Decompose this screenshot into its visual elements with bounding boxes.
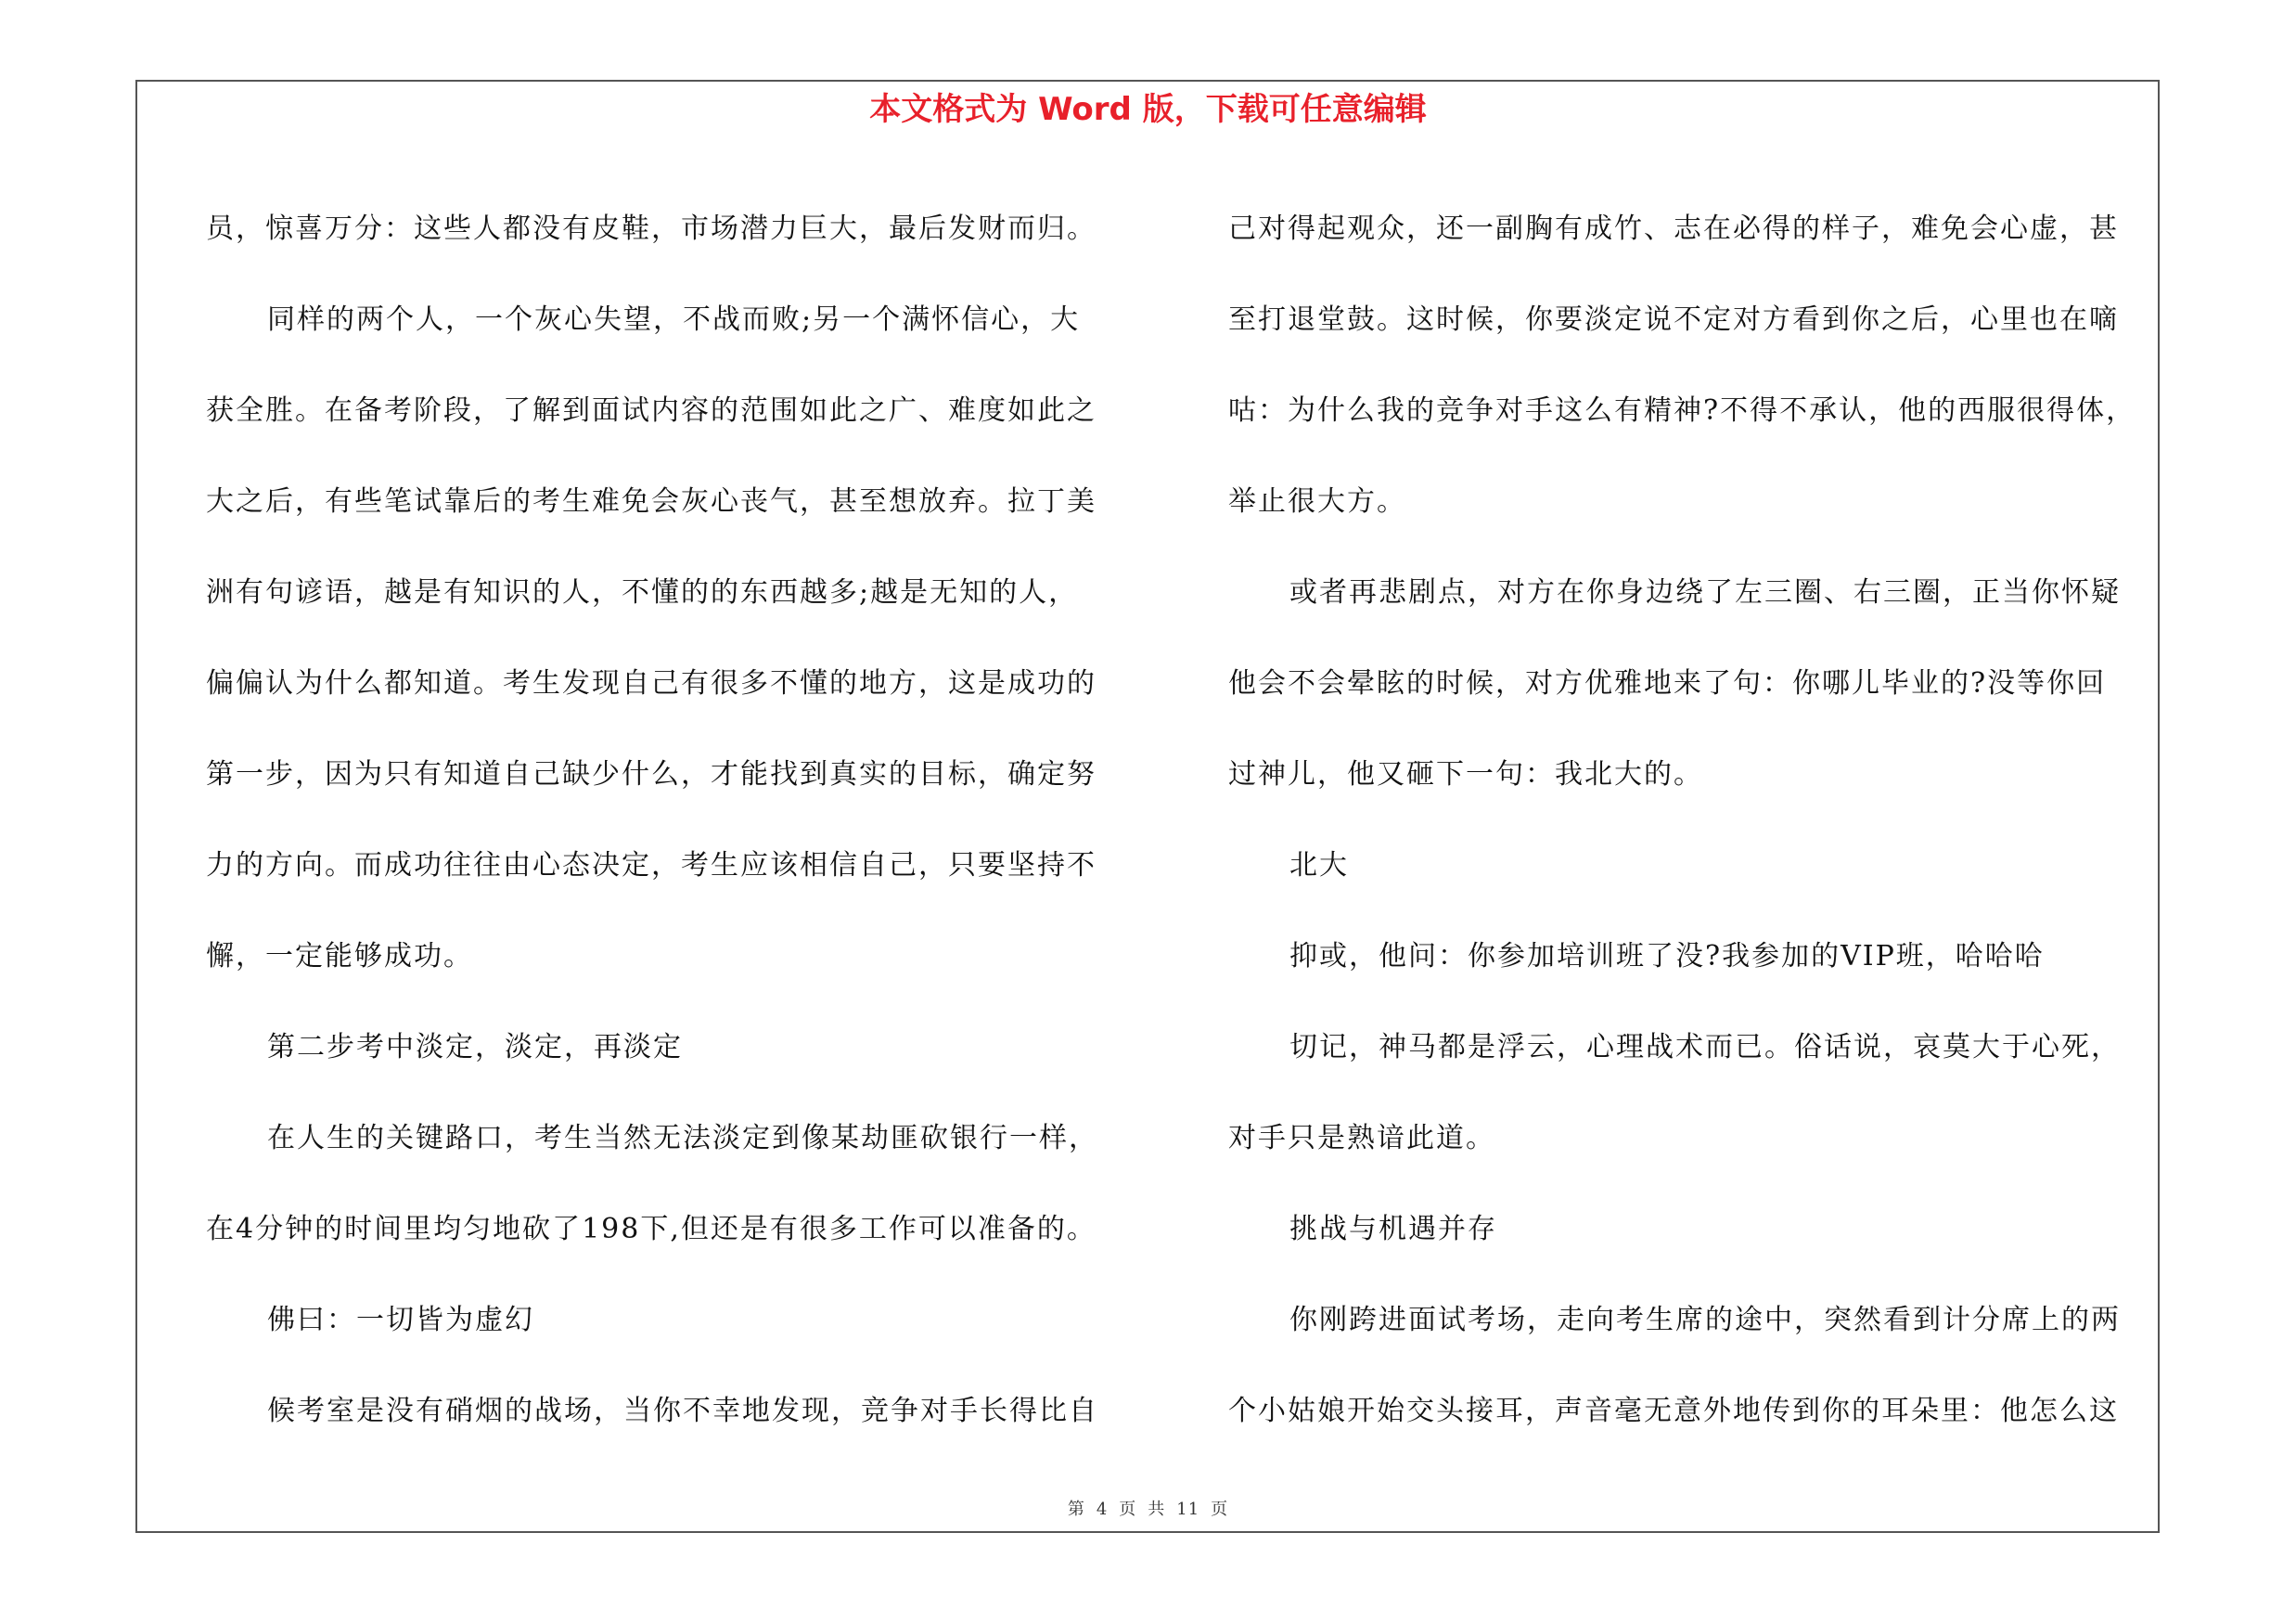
paragraph-line: 己对得起观众，还一副胸有成竹、志在必得的样子，难免会心虚，甚 [1228,213,2119,245]
section-heading: 北大 [1289,849,1349,882]
section-heading: 挑战与机遇并存 [1289,1213,1497,1245]
paragraph-line: 或者再悲剧点，对方在你身边绕了左三圈、右三圈，正当你怀疑 [1289,576,2121,609]
left-text-column [206,184,1143,1457]
paragraph-line: 他会不会晕眩的时候，对方优雅地来了句：你哪儿毕业的?没等你回 [1228,667,2107,700]
footer-prefix: 第 [1067,1500,1085,1519]
paragraph-line: 大之后，有些笔试靠后的考生难免会灰心丧气，甚至想放弃。拉丁美 [206,485,1097,518]
paragraph-line: 懈，一定能够成功。 [206,940,473,973]
footer-current-page: 4 [1096,1500,1109,1519]
paragraph-line: 候考室是没有硝烟的战场，当你不幸地发现，竞争对手长得比自 [267,1395,1098,1427]
footer-total-pages: 11 [1176,1500,1200,1519]
paragraph-line: 在人生的关键路口，考生当然无法淡定到像某劫匪砍银行一样， [267,1122,1098,1154]
paragraph-line: 获全胜。在备考阶段，了解到面试内容的范围如此之广、难度如此之 [206,394,1097,427]
paragraph-line: 举止很大方。 [1228,485,1406,518]
paragraph-line: 个小姑娘开始交头接耳，声音毫无意外地传到你的耳朵里：他怎么这 [1228,1395,2119,1427]
paragraph-line: 过神儿，他又砸下一句：我北大的。 [1228,758,1703,791]
right-text-column [1228,184,2165,1457]
paragraph-line: 员，惊喜万分：这些人都没有皮鞋，市场潜力巨大，最后发财而归。 [206,213,1097,245]
paragraph-line: 咕：为什么我的竞争对手这么有精神?不得不承认，他的西服很得体， [1228,394,2136,427]
footer-suffix: 页 [1211,1500,1229,1519]
footer-page-unit: 页 [1119,1500,1137,1519]
section-heading: 第二步考中淡定，淡定，再淡定 [267,1031,683,1063]
paragraph-line: 洲有句谚语，越是有知识的人，不懂的的东西越多;越是无知的人， [206,576,1079,609]
paragraph-line: 切记，神马都是浮云，心理战术而已。俗话说，哀莫大于心死， [1289,1031,2121,1063]
header-banner: 本文格式为 Word 版，下载可任意编辑 [869,91,1427,128]
section-heading: 佛曰：一切皆为虚幻 [267,1304,534,1336]
page-number-footer [0,1496,2296,1520]
paragraph-line: 偏偏认为什么都知道。考生发现自己有很多不懂的地方，这是成功的 [206,667,1097,700]
paragraph-line: 在4分钟的时间里均匀地砍了198下,但还是有很多工作可以准备的。 [206,1213,1097,1245]
paragraph-line: 至打退堂鼓。这时候，你要淡定说不定对方看到你之后，心里也在嘀 [1228,303,2119,336]
paragraph-line: 你刚跨进面试考场，走向考生席的途中，突然看到计分席上的两 [1289,1304,2121,1336]
paragraph-line: 同样的两个人，一个灰心失望，不战而败;另一个满怀信心，大 [267,303,1081,336]
paragraph-line: 抑或，他问：你参加培训班了没?我参加的VIP班，哈哈哈 [1289,940,2045,973]
paragraph-line: 第一步，因为只有知道自己缺少什么，才能找到真实的目标，确定努 [206,758,1097,791]
paragraph-line: 对手只是熟谙此道。 [1228,1122,1495,1154]
paragraph-line: 力的方向。而成功往往由心态决定，考生应该相信自己，只要坚持不 [206,849,1097,882]
footer-total-prefix: 共 [1148,1500,1166,1519]
